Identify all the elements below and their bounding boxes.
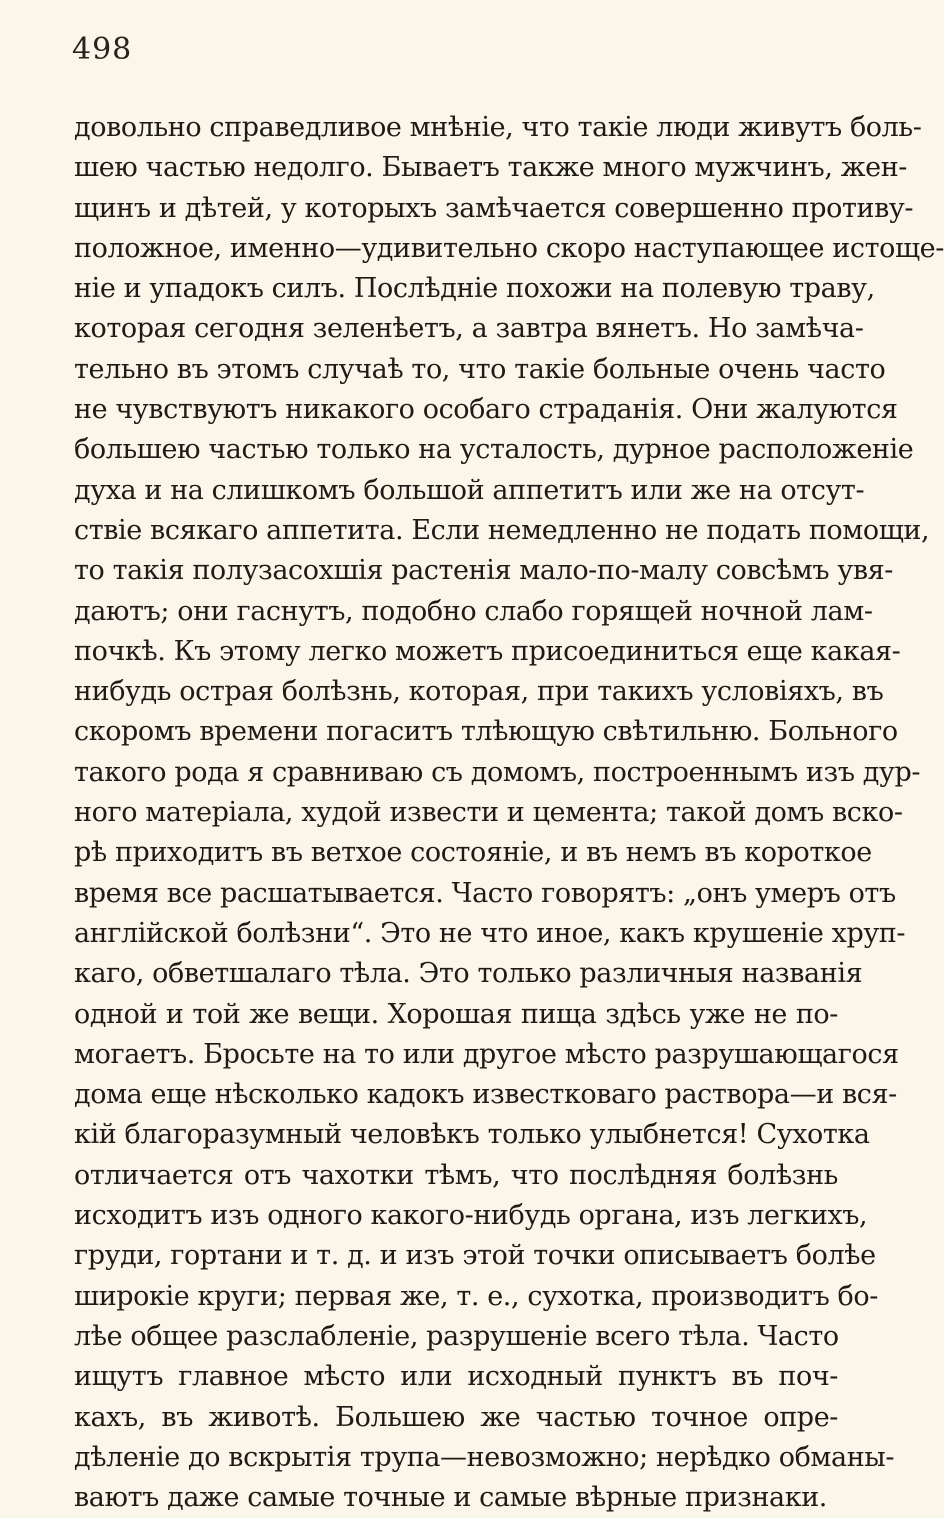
text-line: духа и на слишкомъ большой аппетитъ или же на отсут- (74, 474, 865, 506)
text-line: кій благоразумный человѣкъ только улыбнется! Сухотка (74, 1119, 870, 1151)
text-line: щинъ и дѣтей, у которыхъ замѣчается совершенно противу- (74, 192, 914, 224)
text-line: рѣ приходитъ въ ветхое состояніе, и въ немъ въ короткое (74, 837, 872, 869)
text-line: время все расшатывается. Часто говорятъ: „онъ умеръ отъ (74, 877, 896, 909)
text-line: ищутъ главное мѣсто или исходный пунктъ въ поч- (74, 1361, 838, 1393)
text-line: груди, гортани и т. д. и изъ этой точки описываетъ болѣе (74, 1240, 876, 1272)
text-line: широкіе круги; первая же, т. е., сухотка, производитъ бо- (74, 1280, 878, 1312)
text-line: отличается отъ чахотки тѣмъ, что послѣдняя болѣзнь (74, 1159, 838, 1191)
text-line: даютъ; они гаснутъ, подобно слабо горящей ночной лам- (74, 595, 873, 627)
text-line: ваютъ даже самые точные и самые вѣрные признаки. (74, 1482, 827, 1514)
text-line: лѣе общее разслабленіе, разрушеніе всего тѣла. Часто (74, 1320, 839, 1352)
text-line: дома еще нѣсколько кадокъ известковаго раствора—и вся- (74, 1079, 897, 1111)
text-line: то такія полузасохшія растенія мало-по-малу совсѣмъ увя- (74, 555, 893, 587)
text-line: шею частью недолго. Бываетъ также много мужчинъ, жен- (74, 152, 908, 184)
text-line: одной и той же вещи. Хорошая пища здѣсь уже не по- (74, 998, 838, 1030)
text-line: дѣленіе до вскрытія трупа—невозможно; нерѣдко обманы- (74, 1441, 895, 1473)
text-line: англійской болѣзни“. Это не что иное, какъ крушеніе хруп- (74, 917, 906, 949)
text-line: скоромъ времени погаситъ тлѣющую свѣтильню. Больного (74, 716, 898, 748)
text-line: которая сегодня зеленѣетъ, а завтра вянетъ. Но замѣча- (74, 313, 864, 345)
text-line: ствіе всякаго аппетита. Если немедленно не подать помощи, (74, 514, 930, 546)
text-line: такого рода я сравниваю съ домомъ, построеннымъ изъ дур- (74, 756, 921, 788)
page-number: 498 (72, 32, 133, 67)
text-line: нибудь острая болѣзнь, которая, при такихъ условіяхъ, въ (74, 676, 884, 708)
text-line: довольно справедливое мнѣніе, что такіе люди живутъ боль- (74, 112, 922, 143)
text-line: почкѣ. Къ этому легко можетъ присоединиться еще какая- (74, 635, 901, 667)
text-line: исходитъ изъ одного какого-нибудь органа, изъ легкихъ, (74, 1200, 868, 1232)
text-line: ного матеріала, худой извести и цемента; такой домъ вско- (74, 797, 903, 829)
text-line: ніе и упадокъ силъ. Послѣдніе похожи на полевую траву, (74, 273, 875, 305)
text-line: тельно въ этомъ случаѣ то, что такіе больные очень часто (74, 353, 886, 385)
text-line: кахъ, въ животѣ. Большею же частью точное опре- (74, 1401, 838, 1433)
text-line: большею частью только на усталость, дурное расположеніе (74, 434, 914, 466)
body-text (74, 108, 944, 1518)
text-line: каго, обветшалаго тѣла. Это только различныя названія (74, 958, 863, 990)
text-line: могаетъ. Бросьте на то или другое мѣсто разрушающагося (74, 1038, 899, 1070)
text-line: положное, именно—удивительно скоро наступающее истоще- (74, 232, 944, 264)
text-line: не чувствуютъ никакого особаго страданія. Они жалуются (74, 394, 898, 426)
